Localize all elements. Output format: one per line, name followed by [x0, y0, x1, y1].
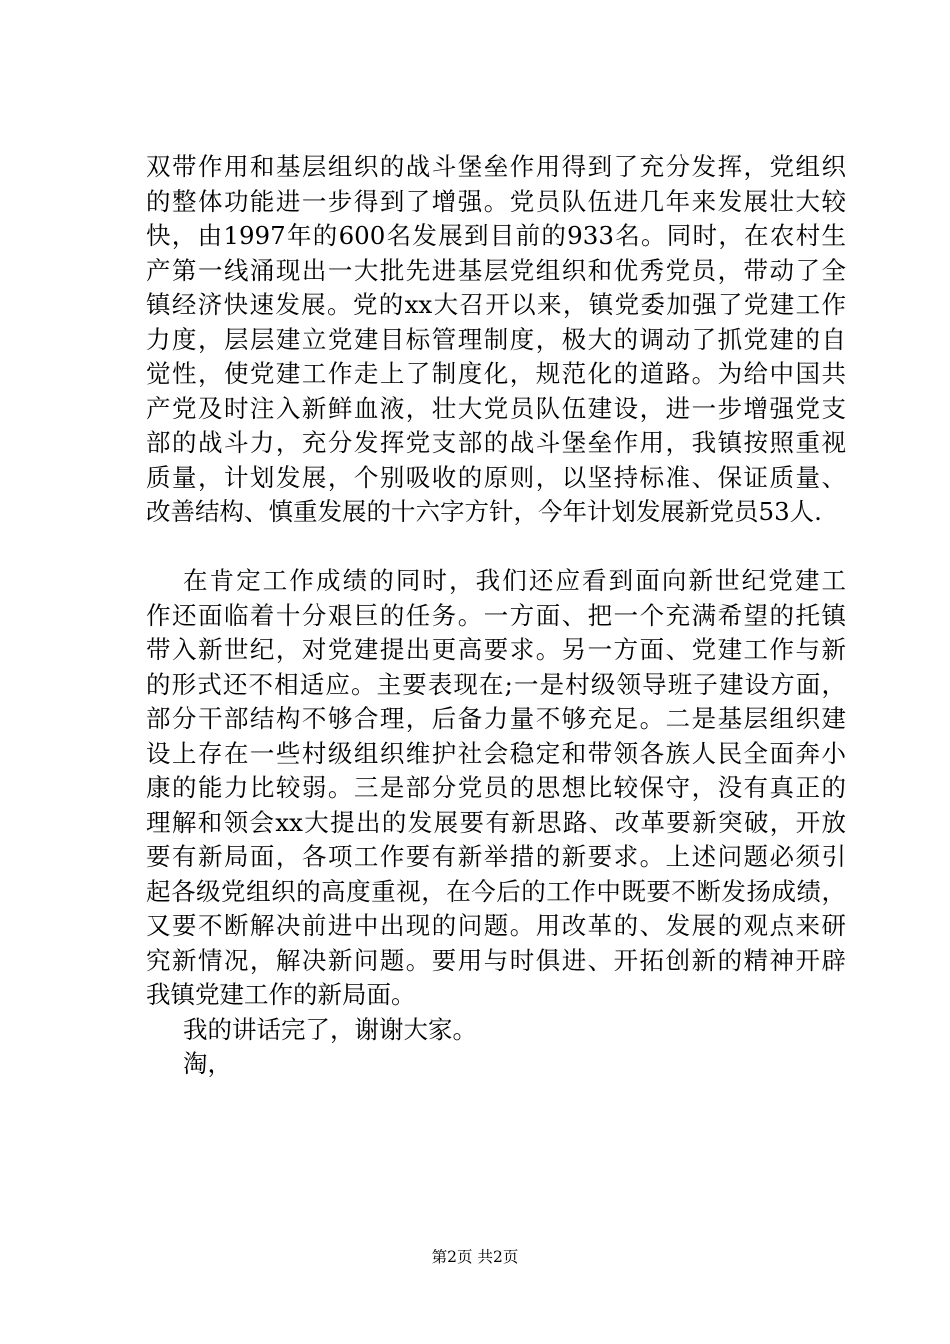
text-line: 改善结构、慎重发展的十六字方针，今年计划发展新党员53人.: [146, 497, 822, 526]
closing-line: 我的讲话完了，谢谢大家。: [183, 1014, 477, 1044]
text-line: 产党及时注入新鲜血液，壮大党员队伍建设，进一步增强党支: [146, 393, 846, 423]
text-line: 作还面临着十分艰巨的任务。一方面、把一个充满希望的托镇: [146, 600, 846, 630]
text-line: 康的能力比较弱。三是部分党员的思想比较保守，没有真正的: [146, 773, 846, 802]
text-line: 究新情况，解决新问题。要用与时俱进、开拓创新的精神开辟: [146, 945, 846, 975]
text-line: 理解和领会xx大提出的发展要有新思路、改革要新突破，开放: [146, 807, 846, 837]
text-line: 的形式还不相适应。主要表现在;一是村级领导班子建设方面，: [146, 669, 846, 699]
text-line: 带入新世纪，对党建提出更高要求。另一方面、党建工作与新: [146, 635, 846, 664]
text-line: 在肯定工作成绩的同时，我们还应看到面向新世纪党建工: [183, 566, 846, 595]
trailing-line: 淘，: [183, 1049, 232, 1078]
text-line: 力度，层层建立党建目标管理制度，极大的调动了抓党建的自: [146, 324, 846, 354]
paragraph-1: [146, 150, 846, 530]
paragraph-2: [146, 564, 846, 1013]
text-line: 产第一线涌现出一大批先进基层党组织和优秀党员，带动了全: [146, 255, 846, 285]
text-line: 又要不断解决前进中出现的问题。用改革的、发展的观点来研: [146, 911, 846, 940]
text-line: 部的战斗力，充分发挥党支部的战斗堡垒作用，我镇按照重视: [146, 428, 846, 457]
text-line: 部分干部结构不够合理，后备力量不够充足。二是基层组织建: [146, 704, 846, 733]
text-line: 设上存在一些村级组织维护社会稳定和带领各族人民全面奔小: [146, 738, 846, 768]
paragraph-gap: [146, 530, 846, 565]
text-line: 的整体功能进一步得到了增强。党员队伍进几年来发展壮大较: [146, 186, 846, 216]
text-line: 要有新局面，各项工作要有新举措的新要求。上述问题必须引: [146, 842, 846, 871]
text-line: 质量，计划发展，个别吸收的原则，以坚持标准、保证质量、: [146, 462, 846, 492]
text-line: 快，由1997年的600名发展到目前的933名。同时，在农村生: [146, 221, 846, 250]
text-line: 双带作用和基层组织的战斗堡垒作用得到了充分发挥，党组织: [146, 152, 846, 181]
text-line: 镇经济快速发展。党的xx大召开以来，镇党委加强了党建工作: [146, 290, 846, 319]
document-body: [146, 150, 846, 1082]
text-line: 我镇党建工作的新局面。: [146, 980, 416, 1009]
text-line: 觉性，使党建工作走上了制度化，规范化的道路。为给中国共: [146, 359, 846, 388]
page-number-label: 第2页 共2页: [431, 1248, 519, 1266]
text-line: 起各级党组织的高度重视，在今后的工作中既要不断发扬成绩，: [146, 876, 846, 906]
page-footer: [0, 1247, 950, 1267]
